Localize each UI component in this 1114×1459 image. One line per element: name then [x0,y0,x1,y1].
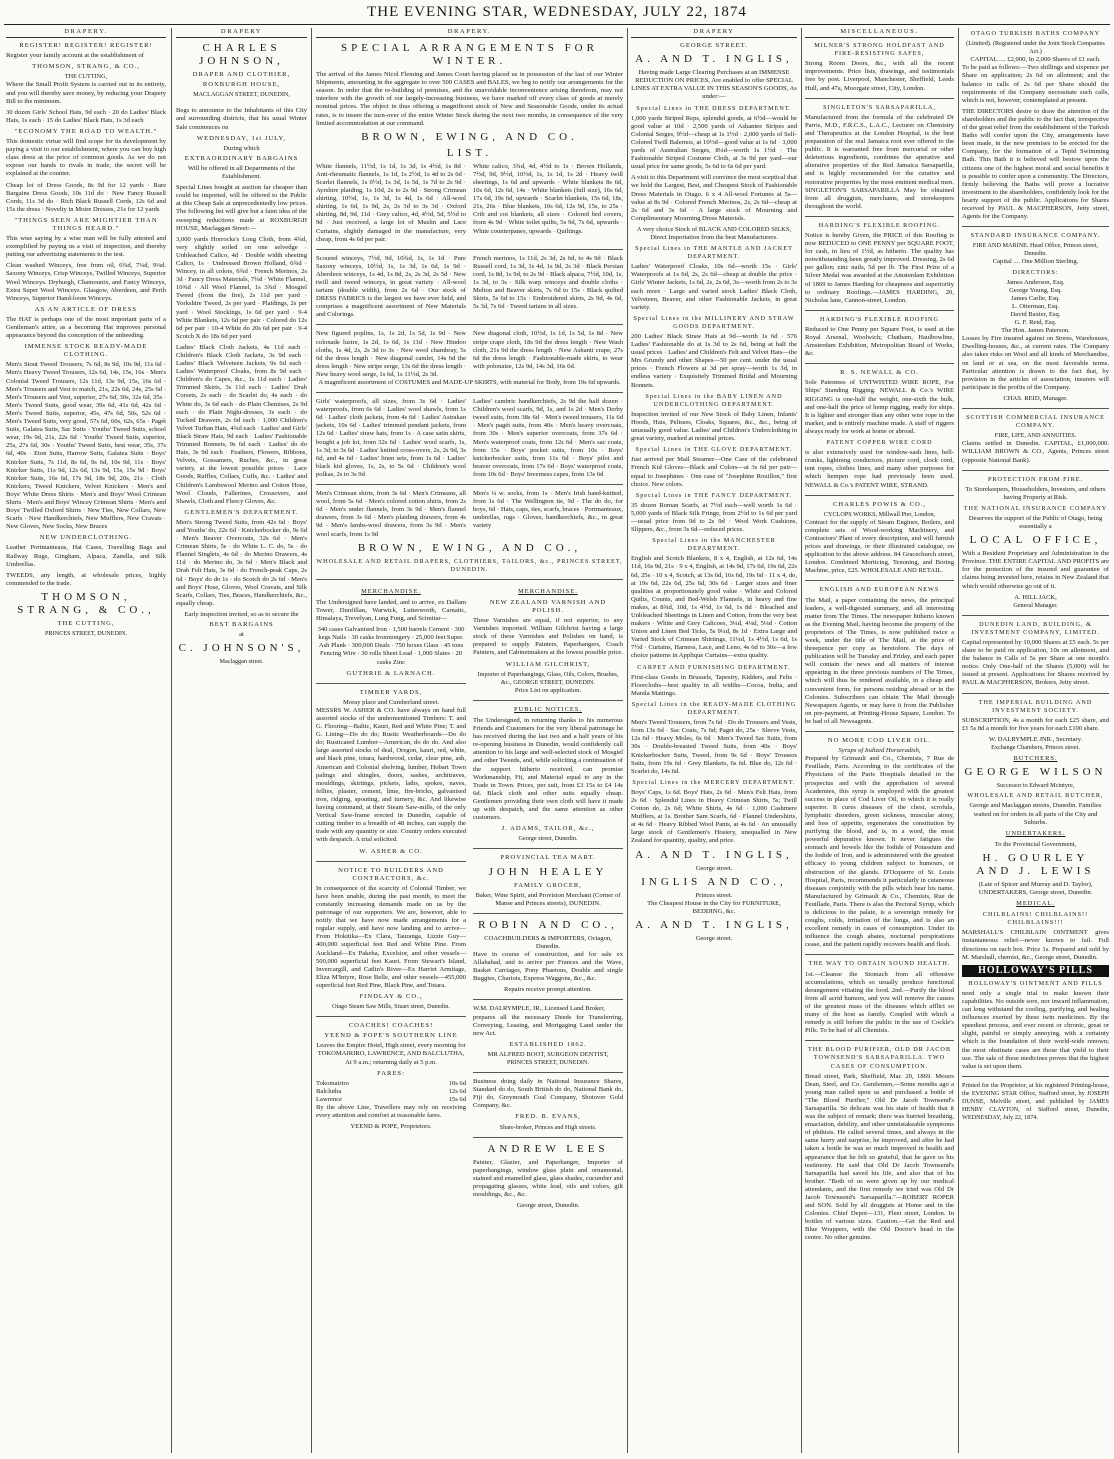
column-heading: MISCELLANEOUS. [805,28,954,38]
column-divider [801,28,802,1453]
advert-title: OTAGO TURKISH BATHS COMPANY [970,30,1101,37]
advert-signature: A. HILL JACK, [1014,593,1057,601]
holloway-pills-banner: HOLLOWAY'S PILLS [962,965,1109,977]
section-heading: MERCHANDISE. [518,587,578,595]
advert-signature: W. ASHER & CO. [359,847,423,855]
director-name: James Anderson, Esq. [1006,278,1065,286]
advert-body: Baker, Wine Spirit, and Provision Merchant (Corner of Manse and Princes streets), DUNEDIN. [475,891,621,907]
advert-body: To Storekeepers, Householders, Investors, and others having Property at Risk. [965,485,1106,501]
advert-list: Men's Strong Tweed Suits, from 42s 6d · Boys' and Youths' do, 22s 6d · Knickerbocker do, 9s 6d · Men's Beaver Overcoats, 32s 6d · Men's Crimean Shirts, 5s · do White L. C. do, 5s · do Flannel Singlets, 4s 6d · do Merino Drawers, 4s 11d · do Merino do, 3s 6d · Men's Black and Drab Felt Hats, 3s 6d · do French-peak Caps, 2s 6d · Boys' do do 1s · do Scotch do 2s 6d · Men's and Boys' Hose, Gloves, Wool Cravats, and Silk Scarfs, Collars, Ties, Braces, Handkerchiefs, &c., equally cheap. [176,518,307,607]
advert-title: MILNER'S STRONG HOLDFAST AND FIRE-RESISTING SAFES, [814,42,945,58]
advert-list: 200 Ladies' Black Straw Hats at 9d—worth 1s 6d · 576 Ladies' Fashionable do at 1s 3d to 2s 6d, being at half the usual prices · Ladies' and Children's Felt and Velvet Hats—the Mrs Grundy and other Shapes—50 per cent. under the usual prices · French Flowers at 3d per spray—worth 1s 3d, in endless variety · Exquisitely Trimmed Bridal and Mourning Bonnets. [631,333,797,389]
advert-body: The Undersigned have landed, and to arrive, ex Dallam Tower, Dunfillan, Warwick, Lutterworth, Carnatic, Himalaya, Trevelyan, Lung Fung, and Scimitar— [316,598,466,623]
column-drapery-1 [6,28,166,1453]
advert-signature: BROWN, EWING, AND CO., [357,541,582,554]
advert-body: The HAT is perhaps one of the most important parts of a Gentleman's attire, as a becoming Hat improves personal appearance beyond the conception of the unheeding. [6,315,166,340]
advert-title: NOTICE TO BUILDERS AND CONTRACTORS, &c. [338,866,444,882]
fare-row [316,1088,466,1096]
dept-title: Special Lines in THE MANTLE AND JACKET DEPARTMENT. [635,245,793,261]
advert-sub: Successor to Edward Mcintyre, [996,782,1075,790]
director-name: G. F. Reid, Esq. [1014,319,1057,327]
advert-title: HARDING'S FLEXIBLE ROOFING [820,315,939,323]
director-name: George Young, Esq. [1009,286,1062,294]
advert-list: Ladies' Black Cloth Jackets, 4s 11d each · Children's Black Cloth Jackets, 3s 9d each · Ladies' Black Velveteen Jackets, 9s 6d each · Ladies' Waterproof Cloaks, from 8s 9d each · Children's do Capes, &c., 1s 11d each · Ladies' Trimmed Skirts, 3s 11d each · Ladies' Drab Corsets, 2s each · do Scarlet do, 4s each · do White do, 3s 6d each · do Plain Chemises, 2s 9d each · do Plain Night-dresses, 3s each · do Tucked Drawers, 2s 6d each · 1,000 Children's Velvet Turban Hats, 4¾d each · Ladies' and Girls' Black Straw Hats, 9d each · Ladies' Fashionable Trimmed Bonnets, 9s 6d each · Ladies' do do Hats, 3s 9d each · Feathers, Flowers, Ribbons, Velvets, Gossamers, Ruches, &c., in great variety, at the lowest possible prices · Lace Goods, Ruffles, Collars, Cuffs, &c. · Ladies' and Children's Lambswool Merino and Cotton Hose, Wool Clouds, Fallerines, Crossovers, and Shawls, Cloth and Fleecy Gloves, &c. [176,343,307,505]
advert-body: A very choice Stock of BLACK AND COLORED SILKS, Direct Importation from the best Manufacturers. [636,225,792,241]
price-list-left: Girls' waterproofs, all sizes, from 3s 6d · Ladies' waterproofs, from 6s 6d · Ladies' wool shawls, from 1s 6d · Ladies' cloth jackets, from 4s 6d · Ladies' Astrakan jackets, 10s 6d · Ladies' trimmed pendant jackets, from 12s 6d · Ladies' straw hats, from 1s · A case satin skirts, bought a job lot, from 32s 6d · Ladies' wool scarfs, 1s, 1s 3d, to 3s 6d · Ladies' knitted cross-overs, 2s, 2s 9d, 3s 6d, and 4s 6d · Ladies' linen sets, from 1s 6d · Ladies' black kid gloves, 1s, 2s, to 5s 6d · Children's wool polkas, 2s to 3s 9d [316,398,466,478]
column-companies [962,28,1109,1453]
directors-title: DIRECTORS: [1012,268,1059,276]
advert-signature: C. JOHNSON'S, [178,642,305,655]
price-list-right: White calico, 3¾d, 4d, 4½d to 1s · Brown Hollands, 7½d, 9d, 9½d, 10½d, 1s, 1s 1d, 1s 2d · Heavy twill sheetings, 1s 6d and upwards · White blankets 8s 6d, 10s 6d, 12s 6d, 14s · White blankets (full size), 16s 6d, 17s 6d, 19s 6d, upwards · Scarlet blankets, 15s 6d, 18s, 21s, 26s · Blue blankets, 10s 6d, 12s 9d, 15s, to 25s · Crib and cot blankets, all sizes · Colored bed covers, from 4s 9d · White toilet quilts, 5s 9d, 7s 6d, upwards · White counterpanes, upwards · Quiltings. [473,162,623,235]
column-divider [171,28,172,1453]
advert-street: PRINCES STREET, DUNEDIN. [506,1059,590,1066]
advert-list: 35 dozen Roman Scarfs, at 7½d each—well worth 1s 6d · 5,000 yards of Black Silk Fringe, from 2½d to 1s 6d per yard—usual price from 9d to 2s 9d · Wool Work Cushions, Slippers, &c., from 3s 6d—reduced prices. [631,501,797,534]
advert-street: George street. [695,864,733,872]
advert-street: George street, Dunedin. [518,835,578,843]
fare-price: 15s 6d [448,1095,466,1103]
advert-body: Manufactured from the formula of the celebrated Dr Parris, M.D., F.R.C.S., L.A.C., Lecturer on Chemistry and Therapeutics at the London Hospital, is the best preparation of the real Jamaica root ever offered to the public. It is warranted free from mercurial or other deleterious ingredients, combines the aperative and alterative properties of the Red Jamaica Sarsaparilla, and is highly recommended for the curative and restorative properties by the most eminent medical men. SINGLETON'S SARSAPARILLA May be obtained from all druggists, merchants, and storekeepers throughout the world. [805,113,954,210]
advert-signature: J. ADAMS, TAILOR, &c., [501,825,595,833]
advert-firm: MR ALFRED BOOT, SURGEON DENTIST, [487,1050,609,1058]
advert-body: Register your family account at the establishment of [6,52,144,60]
advert-body: Leaves the Empire Hotel, High street, every morning for TOKOMAIRIRO, LAWRENCE, AND BALCLUTHA, At 9 a.m.; returning daily at 5 p.m. [316,1042,466,1066]
advert-street: Exchange Chambers, Princes street. [991,744,1080,752]
column-divider [627,28,628,1453]
advert-list: Just arrived per Mail Steamer—One Case of the celebrated French Kid Gloves—Black and Colors—at 3s 6d per pair—equal to Josephines · One case of "Josephine Rouillon," first choice. New colors. [631,456,797,488]
advert-title: STANDARD INSURANCE COMPANY. [970,232,1101,240]
advert-title: W.M. DALRYMPLE, JR., Licensed Land Broker, [473,1005,605,1013]
advert-body: at [239,631,244,639]
advert-body: Notice is hereby Given, the PRICE of this Roofing is now REDUCED to ONE PENNY per SQUARE FOOT, for cash, in lieu of 1½d, as hitherto. The quality has notwithstanding been greatly improved. Dressing, 2s 6d per gallon; zinc nails, 5d per lb. The First Prize of a Silver Medal was awarded at the Amsterdam Exhibition of 1869 to James Harding for cheapness and superiority to ordinary Roofings.—JAMES HARDING, 20, Nicholas lane, Cannon-street, London. [805,231,954,304]
merchandise-column-b [473,585,623,1210]
column-miscellaneous [805,28,954,1453]
price-list-left: Scoured winceys, 7½d, 9d, 10¾d, 1s, 1s 1d · Pure Saxony winceys, 10½d, 1s, 1s 3d, 1s 6d, 1s 9d · Aberdeen winceys, 1s 4d, 1s 8d, 2s, 2s 3d, 2s 5d · New twill and tweed winceys, in great variety · All-wool tartans (double width), from 2s 6d · Our stock of DRESS FABRICS is the largest we have ever held, and comprises a magnificent assortment of New Materials and Colorings. [316,254,466,319]
advert-sub: FIRE AND MARINE. Head Office, Princes street, Dunedin. [972,242,1099,258]
advert-signature: A. AND T. INGLIS, [635,848,793,861]
column-heading: DRAPERY [631,28,797,38]
dept-title: CARPET AND FURNISHING DEPARTMENT. [637,663,791,671]
advert-trade: COACHBUILDERS & IMPORTERS, Octagon, Dunedin. [484,934,612,950]
advert-street: George street, Dunedin. [516,1202,580,1210]
advert-firm: BROWN, EWING, AND CO. [361,130,578,143]
fare-price: 12s 6d [448,1087,466,1095]
advert-capital: Capital .... One Million Sterling. [992,258,1079,266]
advert-list: Men's Tweed Trousers, from 7s 6d · Do do Trousers and Vests, from 13s 6d · Sac Coats, 7s 6d; Paget do, 25s · Sleeve Vests, 12s 6d · Heavy Moles, 6s 6d · Men's Tweed Sac Suits, from 30s · Double-breasted Tweed Suits, from 40s · Boys' Knickerbocker Suits, Tweed, from 9s 6d · Boys' Trousers Suits, from 19s 6d · Grey Blankets, 6s 6d. Blue do, 12s 6d · Scarlet do, 14s 6d. [631,719,797,775]
advert-body: MARSHALL'S CHILBLAIN OINTMENT gives instantaneous relief—never known to fail. Full directions on each box. Price 1s. Prepared and sold by M. Marshall, chemist, &c., George street, Dunedin. [962,929,1109,961]
advert-title: PROVINCIAL TEA MART. [500,854,596,862]
advert-list: 340 cases Galvanised Iron · 1,500 barrels Cement · 300 kegs Nails · 30 casks Ironmongery · 25,000 feet Super. Ash Plank · 300,000 Deals · 750 boxes Glass · 45 tons Fencing Wire · 30 rolls Sheet Lead · 1,000 Slates · 20 casks Zinc [317,626,465,666]
advert-list: 30 dozen Girls' School Hats, 9d each · 20 do Ladies' Black Hats, 1s each · 15 do Ladies' Black Hats, 1s 3d each [6,108,166,124]
advert-title: HARDING'S FLEXIBLE ROOFING. [818,221,941,229]
dept-title: Special Lines in the MANCHESTER DEPARTMENT. [652,537,776,553]
charles-johnson-advert [176,42,307,666]
advert-body: Special Lines bought at auction far cheaper than could be imported, will be offered to the Public at this Cheap Sale at unprecedentedly low prices. The following list will give but a faint idea of the sweeping reductions made at ROXBURGH HOUSE, Maclaggan Street:— [176,184,307,232]
dept-title: Special Lines in THE GLOVE DEPARTMENT. [635,446,793,454]
advert-title: THE WAY TO OBTAIN SOUND HEALTH. [808,960,951,968]
advert-body: Capital represented by 10,000 Shares at £5 each. 5s per share to be paid on application, 10s on allotment, and the balance in Calls of 5s per Share at one month's notice. Only One-half of the Shares (5,000) will be issued at present. Applications for Shares received by PAUL & MACPHERSON, Brokers, Jetty street. [962,639,1109,687]
advert-street: Maclaggan street. [219,658,264,666]
advert-title: ESTABLISHED 1862. [509,1040,587,1048]
fare-row [316,1096,466,1104]
director-name: The Hon. James Paterson. [1001,327,1070,335]
advert-body: (Late of Spicer and Murray and D. Taylor), UNDERTAKERS, George street, Dunedin. [978,880,1093,896]
advert-house: ROXBURGH HOUSE, [202,81,281,89]
advert-firm: H. GOURLEY AND J. LEWIS [976,851,1095,877]
advert-body: Repairs receive prompt attention. [504,986,592,994]
price-list-right: Men's ¼ w. socks, from 1s · Men's Irish hand-knitted, from 1s 6d · The Wellington tie, 9d · The do do, for boys, 6d · Hats, caps, ties, scarfs, braces · Portmanteaux, umbrellas, rugs · Gloves, handkerchiefs, &c., in great variety [473,490,623,530]
advert-body: In consequence of the scarcity of Colonial Timber, we have been unable, during the past month, to meet the constantly increasing demands made on us by the patronage of our supporters. We are, however, able to notify that we have now made arrangements for a regular supply, and have now landing and to arrive— From Hokitika—Ex Clara, Tauranga, Lizzie Guy—400,000 superficial feet Red and White Pine. From Auckland—Ex Pakeha, Excelsior, and other vessels—500,000 superficial feet Kauri. From Stewart's Island, Invercargill, and Catlin's River—Ex Harriet Armitage, Eliza M'Intyre, Rose Belle, and other vessels—455,000 superficial feet Red Pine, Black Pine, and Totara. [316,884,466,989]
advert-title: BEST BARGAINS [209,621,274,628]
director-name: David Baxter, Esq. [1010,311,1061,318]
dept-title: Special Lines in THE DRESS DEPARTMENT. [636,104,792,112]
section-heading: PUBLIC NOTICES. [514,705,582,713]
column-drapery-2 [176,28,307,1453]
advert-street: Share-broker, Princes and High streets. [499,1123,597,1131]
advert-firm: CHARLES JOHNSON, [199,42,284,68]
advert-body: Deserves the support of the Public of Otago, being essentially a [968,514,1103,531]
thomson-strang-advert [6,42,166,638]
fare-place: Balclutha [316,1087,342,1095]
advert-street: George street. [695,934,733,942]
advert-street: Otago Steam Saw Mills, Stuart street, Dunedin. [332,1003,450,1011]
advert-body: Claims settled in Dunedin. CAPITAL, £1,000,000. WILLIAM BROWN & CO., Agents, Princes street (opposite National Bank). [962,440,1109,464]
fares-title: FARES: [377,1069,405,1077]
advert-body: Early inspection invited, so as to secure the [184,610,299,618]
advert-title: PATENT COPPER WIRE CORD [826,439,933,447]
price-list-right: French merinos, 1s 11d, 2s 3d, 2s 6d, to 4s 9d · Black Russell cord, 1s 3d, 1s 4d, 1s 9d, 2s 3d · Black Persian cord, 1s 8d, 1s 9d, to 2s 9d · Black alpaca, 7½d, 10d, 1s, 1s 3d, to 3s · Silk warp winceys and double cloths · Melton and Beaver skirts, 7s 6d to 15s · Black quilted Skirts, 5s 6d to 15s · Embroidered skirts, 2s 9d, 4s 6d, 5s 3d, 7s 6d · Tweed tartans in all sizes. [473,254,623,311]
advert-signature: CHAS. REID, Manager. [1003,394,1068,402]
fare-place: Lawrence [316,1095,342,1103]
advert-title: GENTLEMEN'S DEPARTMENT. [184,508,299,516]
advert-title: SCOTTISH COMMERCIAL INSURANCE COMPANY. [966,414,1105,430]
advert-title: "ECONOMY THE ROAD TO WEALTH." [14,127,158,135]
advert-body: The arrival of the James Nicol Fleming and James Court having placed us in possession of the last of our Winter Shipments, amounting in the aggregate to over 500 CASES and BALES, we beg to notify our arrangements for the season. In order that the re-building of premises, and the unavoidable inconvenience arising therefrom, may not interfere with the growth of our largely-increasing business, we have marked off every class of goods at merely nominal prices. The object in thus offering a magnificent stock of New and Seasonable Goods, under its actual rates, is to insure the turn-over of the entire Winter Stock during the next two months, in consequence of the very limited accommodation at our command. [316,71,623,127]
advert-body: Where the Small Profit System is carried out in its entirety, and you will thereby save money, by reducing your Drapery Bill to the minimum. [6,81,166,105]
advert-body: With a Resident Proprietary and Administration in the Province. THE ENTIRE CAPITAL AND PROFITS are for the protection of the insured and guarantee of claims being invested here, retains in New Zealand that which would otherwise go out of it. [962,550,1109,590]
advert-body: Having made Large Clearing Purchases at an IMMENSE REDUCTION ON PRICES, Are enabled to offer SPECIAL LINES AT EXTRA VALUE IN THIS SEASON'S GOODS, As under:— [631,69,797,101]
inglis-advert [631,42,797,943]
advert-firm: GEORGE WILSON [964,766,1107,779]
advert-body: MESSRS W. ASHER & CO. have always on hand full assorted stocks of the undermentioned Timbers: T. and G. Flooring—Baltic, Kauri, Red and White Pine; T. and G. Lining—Do do do; Rustic Weatherboards—Do do do; Rusticated Lumber—American, do do do. And also large assorted stocks of deal, Oregon, kauri, red, white, and black pine, totara, hardwood, cedar, clear pine, ash, American and Colonial shelving, lumber, Hobart Town palings and shingles, doors, sashes, architraves, mouldings, skirtings, pickets, laths, spokes, naves, fellies, plaster, cement, lime, fire-bricks, galvanised iron, ridging, spouting, and turnery, &c. And likewise having command, at their Steam Saw-mills, of the only Vertical Saw-frame erected in Dunedin, capable of cutting timber to a breadth of 48 inches, can supply the trade with any quantity or size. Country orders executed with despatch. A trial solicited. [316,706,466,844]
price-list-right: Ladies' cambric handkerchiefs, 2s 9d the half dozen · Children's wool scarfs, 9d, 1s, and 1s 2d · Men's Derby tweed suits, from 38s 6d · Men's tweed trousers, 11s 6d · Men's pagét suits, from 40s · Men's heavy overcoats, from 30s · Men's superior overcoats, from 37s 6d · Men's waterproof coats, from 12s 6d · Men's sac coats, from 15s · Boys' pocket suits, from 10s · Boys' knickerbocker suits, from 11s 6d · Boys' pilot and beaver overcoats, from 17s 6d · Boys' waterproof coats, from 10s 6d · Boys' Inverness capes, from 13s 6d [473,398,623,478]
advert-title: NO MORE COD LIVER OIL. [827,737,932,745]
dept-title: Special Lines in the MILLINERY AND STRAW GOODS DEPARTMENT. [633,314,795,330]
advert-body: This domestic virtue will find scope for its development by paying a visit to our establishment, where you can buy high class dress at the price of common goods. As we do not expose our hands to rivals in trade, the secret will be explained at the counter. [6,138,166,178]
advert-body: A magnificent assortment of COSTUMES and MADE-UP SKIRTS, with material for Body, from 19s 6d upwards. [318,379,621,386]
advert-body: Bread street, Park, Sheffield, Mar. 20, 1869. Messrs Dean, Steel, and Co. Gentlemen,—Some months ago a young man called upon us and purchased a bottle of "The Blood Purifier," Old Dr Jacob Townsend's Sarsaparilla. So delicate was his state of health that it was the subject of remark; there was hurried breathing, emaciation, debility, and other unmistakeable symptoms of phthisis. He called several times, and always in the same hurry and surprise, he improved, and after he had taken a bottle he was so much improved in health and appearance that he felt so grateful, that he gave us his testimony. He said that Old Dr Jacob Townsend's Sarsaparilla had saved his life, and also that of his brother. "Both of us were given up by our medical attendants, and the first remedy we tried was Old Dr Jacob Townsend's Sarsaparilla."—ROBERT ROPER and SON. Sold by all druggists at Home and in the Colonies. Chief Depot—131, Fleet street, London. In bottles of various sizes. Caution.—Get the Red and Blue Wrappers, with the Old Doctor's head in the centre. No other genuine. [805,1072,954,1242]
fare-row [316,1080,466,1088]
advert-body: Painter, Glazier, and Paperhanger, Importer of paperhangings, window glass plain and ornamental, stained and enamelled glass, glass shades, cucumber and propagating glasses, white lead, oils and colors, gilt mouldings, &c., &c. [473,1158,623,1199]
advert-title: IMMENSE STOCK READY-MADE CLOTHING. [24,343,148,359]
advert-list: Boys' Caps, 1s 6d. Boys' Hats, 2s 6d · Men's Felt Hats, from 2s 6d · Splendid Lines in Heavy Crimean Shirts, 5s; Twill Cotton do, 2s 6d; White Shirts, 4s 6d · 1,000 Cashmere Mufflers, at 1s. Brother Sam Scarfs, 6d · Flannel Undershirts, at 4s 6d · Heavy Ribbed Wool Pants, at 4s 6d · An unusually large stock of Gentlemen's Hosiery, unequalled in New Zealand for quantity, quality, and price. [631,788,797,845]
advert-list: A visit to this Department will convince the most sceptical that we hold the Largest, Best, and Cheapest Stock of Fashionable Dress Materials in Otago. 6 x 4 All-wool Fortunes at 5s—value at 8s 9d · Colored French Merinos, 2s, 2s 6d—cheap at 2s 6d and 3s 6d · A large stock of Mourning and Complimentary Mourning Dress Materials. [631,174,797,222]
advert-body: Contract for the supply of Steam Engines, Boilers, and complete sets of Wood-working Machinery, and Contractors' Plant of every description, and will furnish prices and drawings, or their illustrated catalogue, on application to the above address. 84 Gracechurch street, London. Combined Morticing, Tenoning, and Boring Machine, price, £25. WHOLESALE AND RETAIL. [805,518,954,575]
advert-signature: A. AND T. INGLIS, [635,918,793,931]
price-list-left: Men's Crimean shirts, from 3s 6d · Men's Crimeans, all wool, from 5s 6d · Men's colored cotton shirts, from 2s 6d · Men's under flannels, from 3s 9d · Men's flannel drawers, from 3s 6d · Men's plaiding drawers, from 4s 9d · Men's lambs-wool drawers, from 3s 9d · Men's wool scarfs, from 1s 9d [316,490,466,538]
printer-imprint: Printed for the Proprietor, at his registered Printing-house, the EVENING STAR Office, Stafford street, by JOSEPH DUNNE, Melville street, and published by JAMES HENRY CLAYTON, of Stafford street, Dunedin, WEDNESDAY, July 22, 1874. [962,1081,1109,1122]
advert-trade: FAMILY GROCER, [514,881,582,889]
section-heading: UNDERTAKERS. [1005,829,1066,837]
merchandise-column-a [316,585,466,1210]
advert-body: By the above Line, Travellers may rely on receiving every attention and comfort at reasonable fares. [316,1104,466,1120]
column-drapery-3 [316,28,623,1453]
advert-body: The Cheapest House in the City for FURNITURE, BEDDING, &c. [647,899,781,915]
price-list-left: New figured poplins, 1s, 1s 2d, 1s 5d, 1s 9d · New colonade lustre, 1s 2d, 1s 6d, 1s 11d · New Hindoo cloths, 1s 4d, 2s, 2s 3d to 3s · New wool chambray, 5s 6d the dress length · New diagonal camlet, 14s 6d the dress length · New stripe serge, 13s 6d the dress length · New heavy wool serge, 1s 6d, 1s 11½d, 2s 3d. [316,330,466,378]
brown-ewing-advert [316,42,623,574]
dept-title: Special Lines in the BABY LINEN AND UNDERCLOTHING DEPARTMENT. [645,392,783,408]
advert-body: TWEEDS, any length, at wholesale prices, highly commended to the trade. [6,571,166,587]
advert-trade: WHOLESALE AND RETAIL BUTCHER, [967,792,1104,800]
advert-firm: THOMSON, STRANG, & CO., [32,63,140,71]
advert-body: THE DIRECTORS desire to draw the attention of the shareholders and the public to the fact that, irrespective of the great relief from the establishment of the Turkish Baths will confer upon the City, arrangements have been made, in the new premises to be erected for the Company, for the formation of a Tepid Swimming Bath. This Bath it is believed will bestow upon the citizens one of the highest moral and social benefits it is possible to confer upon a community. The Directors, firmly believing the Baths will prove a lucrative investment to the shareholders, confidently look for the hearty support of the public. Applications for Shares received by PAUL & MACPHERSON, Jetty street, Agents for the Company. [962,107,1109,221]
advert-body: SUBSCRIPTION, 4s a month for each £25 share, and £1 5s 8d a month for five years for each £100 share. [962,716,1109,732]
advert-title: SINGLETON'S SARSAPARILLA, [823,103,936,111]
advert-title: REGISTER! REGISTER! REGISTER! [19,42,153,50]
advert-signature: FINDLAY & CO., [359,993,423,1000]
advert-list-title: LIST. [446,146,493,159]
advert-list: Cheap lot of Dress Goods, 8s 9d for 12 yards · Rare Bargains Dress Goods, 10s 11d do · New Fancy Russell Cords, 11s 3d do · Rich Black Russell Cords, 12s 6d and 15s the dress · Novelty in Moire Dresses, 21s for 12 yards [6,181,166,213]
advert-title: AS AN ARTICLE OF DRESS [34,305,138,313]
advert-place: THE CUTTING, [57,619,115,627]
advert-signature: YEEND & POPE, Proprietors. [350,1123,432,1131]
advert-list: Clean washed Winceys, free from oil, 6¾d, 7¼d, 9¼d. Saxony Winceys, Crisp Winceys, Twilled Winceys, Superior Wool Winceys. Dryburgh, Chamounix, and Fancy Winceys, Extra Super Wool Winceys. Glasgow, Aberdeen, and Perth Winceys, Superior Hand-loom Winceys. [6,262,166,302]
advert-signature: GUTHRIE & LARNACH. [346,669,436,677]
advert-body: To the Provincial Government, [994,840,1077,848]
advert-body: 1st.—Cleanse the Stomach from all offensive accumulations, which so usually produce functional derangement vitiating the food. 2nd.—Purify the blood from all acrid humors, and you will remove the causes of the greatest mass of the diseases which afflict so many of the host as family. Coupled with which a remedy is still before the public in the use of Cockle's Pills. To be had of all Chemists. [805,970,954,1035]
price-list-left: White flannels, 11½d, 1s 1d, 1s 3d, 1s 4½d, 1s 8d · Anti-rheumatic flannels, 1s 1d, 1s 2½d, 1s 4d to 2s 6d · Scarlet flannels, 1s 0½d, 1s 3d, 1s 5d, 1s 7d to 2s 9d · Ayrshire plaiding, 1s 10d, 2s to 2s 9d · Strong Crimean shirting, 10½d, 1s, 1s 3d, 1s 4d, 1s 6d · All-wool shirting, 1s 6d, 1s 9d, 2s, 2s 3d to 3s 3d · Oxford shirting, 8d, 9d, 11d · Grey calico, 4d, 4½d, 5d, 5½d to 9d · Just received, a large lot of Muslin and Lace Curtains, slightly damaged in the manufacture, very cheap, from 4s 6d per pair. [316,162,466,243]
advert-body: Will be offered in all Departments of the Establishment. [187,164,296,181]
advert-body: Sole Patentees of UNTWISTED WIRE ROPE, For Ships' Standing Rigging. NEWALL & Co.'s WIRE RIGGING is one-half the weight, one-sixth the bulk, and one-half the price of hemp rigging, ready for ships. It is lighter and stronger than any other wire rope in the market, and is entirely machine made. A staff of riggers always ready for work at home or abroad. [805,379,954,435]
column-drapery-4 [631,28,797,1453]
advert-body: This wise saying by a wise man will be fully attested and exemplified by paying us a visit of inspection, and thereby putting our advertising statements to the test. [6,235,166,259]
sale-date: WEDNESDAY, 1st JULY, [196,134,287,142]
advert-title: "THINGS SEEN ARE MIGHTIER THAN THINGS HEARD." [14,216,158,232]
advert-body: Price List on application. [514,686,582,694]
advert-body: Business doing daily in National Insurance Shares, Standard do do, South British do do, National Bank do, Fiji do, Greymouth Coal Company, Shotover Gold Company, &c. [473,1078,623,1110]
masthead-rule [4,24,1110,25]
advert-title: EXTRAORDINARY BARGAINS [184,154,299,162]
advert-street: MACLAGGAN STREET, DUNEDIN, [193,91,290,99]
dept-title: Special Lines in the MERCERY DEPARTMENT. [632,778,796,786]
column-heading: DRAPERY. [316,28,623,38]
advert-list: Men's Stout Tweed Trousers, 7s 6d, 8s 9d, 10s 9d, 11s 6d · Men's Heavy Tweed Trousers, 12s 6d, 14s, 15s, 16s · Men's Colonial Tweed Trousers, 12s 11d, 13s 9d, 15s, 16s 6d · Men's Trousers and Vest to match, 21s, 22s 6d, 24s, 25s 6d · Men's Trousers and Vest, superior, 27s 6d, 30s, 32s 6d, 35s · Men's Tweed Suits, good wear, 39s 6d, 41s 6d, 42s 6d · Men's Tweed Suits, superior, 45s, 47s 6d, 50s, 52s 6d · Men's Tweed Suits, very good, 57s 6d, 60s, 62s, 65s · Pagét Suits, Galatea Suits, Sac Suits · Youths' Tweed Suits, school wear, 19s 9d, 21s, 22s 6d · Youths' Tweed Suits, superior, 25s, 27s 6d, 30s · Youths' Tweed Suits, best wear, 35s, 37s 6d, 40s · Eton Suits, Harrow Suits, Galatea Suits · Boys' Knicker Suits, 7s 11d, 8s 6d, 9s 6d, 10s 9d, 11s · Boys' Knicker Suits, 11s 9d, 12s 6d, 13s 9d, 15s, 15s 9d · Boys' Knicker Suits, 16s 6d, 17s 9d, 18s 9d, 20s, 21s · Cloth Knickers, Tweed Knickers, Velvet Knickers · Men's and Boys' White Dress Shirts · Men's and Boys' Wool Crimean Shirts · Men's and Boys' Wincey Crimean Shirts · Men's and Boys' Twilled Oxford Shirts · New Ties, New Collars, New Scarfs · New Handkerchiefs, New Mufflers, New Cravats · New Gloves, New Socks, New Braces [6,361,166,531]
advert-body: Leather Portmanteaus, Hat Cases, Travelling Bags and Railway Rugs, Gingham, Alpaca, Zanella, and Silk Umbrellas. [6,544,166,568]
advert-signature: INGLIS AND CO., [641,875,787,888]
advert-title: THE IMPERIAL BUILDING AND INVESTMENT SOCIETY. [978,698,1093,714]
masthead: THE EVENING STAR, WEDNESDAY, JULY 22, 1874 [367,4,747,20]
advert-body: During which [223,144,260,152]
advert-signature: THOMSON, STRANG, & CO., [17,590,155,616]
advert-list: 3,000 yards Horrocks's Long Cloth, from 4¾d, very slightly soiled on one selvedge · Unbleached Calico, 4d · Double width sheeting Calico, 1s · Undressed Brown Holland, 6¾d · Wincey, in all colors, 6¾d · French Merinos, 2s 3d · Fancy Dress Materials, 7¾d · White Flannel, 10¾d · All Wool Flannel, 1s 3¾d · Mosgiel Tweed (from the fire), 2s 11d per yard · Yorkshire Tweed, 2s per yard · Plaidings, 2s per yard · Wool Stockings, 1s 6d per yard · 9-4 White Blankets, 12s 6d per pair · Colored do 12s 6d per pair · 10-4 White do 20s 6d per pair · 9-4 Scotch X do 18s 6d per yard [176,235,307,340]
advert-firm: YEEND & POPE'S SOUTHERN LINE [324,1032,458,1040]
advert-title: COACHES! COACHES! [348,1022,434,1030]
advert-body: The Mail, a paper containing the news, the principal leaders, a well-digested summary, and all interesting matter from The Times. The newspaper hitherto known as the Evening Mail, having become the property of the proprietors of The Times, is now published twice a week, under the title of The Mail, at the price of threepence per copy as heretofore. The days of publication will be Tuesday and Friday, and each paper will contain the news and all matters of interest appearing in the three previous numbers of The Times, which will thus be rendered available, in a cheap and convenient form, for persons residing abroad or in the Colonies. Subscribers can obtain The Mail through Newspapers Agents, or may have it from the Publisher on pre-payment, at Printing-House Square, London. To be had of all Newsagents. [805,596,954,725]
advert-sub: Syrups of Iodized Horseradish, [838,747,921,755]
advert-body: These Varnishes are equal, if not superior, to any Varnishes imported. William Gilchrist having a large stock of these Varnishes and Polishes on hand, is prepared to supply Painters, Paperhangers, Coach Painters, and Cabinetmakers at the lowest possible price. [473,617,623,657]
director-name: L. Otterman, Esq. [1011,302,1060,310]
advert-body: Losses by Fire insured against on Stores, Warehouses, Dwelling-houses, &c., at current rates. The Company also takes risks on Wool and all kinds of Merchandise, on land or at sea, on the most favorable terms. Particular attention is drawn to the fact that, by provision in the articles of association, insurers will participate in the profits of the Company. [962,335,1109,391]
advert-title: THE BLOOD PURIFIER, OLD DR JACOB TOWNSEND'S SARSAPARILLA. TWO CASES OF CONSUMPTION. [807,1046,952,1070]
director-name: James Carlie, Esq. [1011,294,1060,302]
advert-list: First-class Goods in Brussels, Tapestry, Kidders, and Felts · Floorcloths—best quality in all widths—Cocoa, India, and Manila Mattings. [631,673,797,697]
advert-title: TIMBER YARDS, [359,688,423,696]
advert-title: R. S. NEWALL & CO. [840,369,919,377]
advert-firm: ANDREW LEES [487,1142,609,1155]
advert-title: PROTECTION FROM FIRE. [987,475,1084,483]
advert-body: Begs to announce to the Inhabitants of this City and surrounding districts, that his usual Winter Sale commences on [176,107,307,131]
section-heading: MERCHANDISE. [361,587,421,595]
advert-sub: FIRE, LIFE, AND ANNUITIES. [994,432,1077,440]
advert-title: LOCAL OFFICE, [969,534,1102,547]
advert-signature: FRED. B. EVANS, [515,1113,581,1121]
column-divider [311,28,312,1453]
advert-sub: General Manager. [1013,601,1058,609]
advert-firm: ROBIN AND CO., [478,918,618,931]
advert-body: is also extensively used for window-sash lines, bell-cranks, lightning conductors, picture cord, clock cord, tent ropes, clothes lines, and many other purposes for which hempen rope had previously been used. NEWALL & Co.'s PATENT WIRE, STRAND. [805,449,954,489]
fare-place: Tokomairiro [316,1079,349,1087]
advert-list: English and Scotch Blankets, 8 x 4, English, at 12s 6d, 14s 11d, 16s 9d, 21s · 9 x 4, English, at 14s 9d, 17s 6d, 19s 6d, 22s 6d, 25s · 10 x 4, Scotch, at 13s 6d, 16s 6d, 19s 6d · 11 x 4, do, at 19s 6d, 22s 6d, 25s 6d, 30s 6d · Larger sizes and finer qualities at proportionately good value · White and Colored Quilts, Counts, and Bed-Welsh Flannels, in heavy and fine makes, at 8¾d, 10d, 1s 4½d, 1s 6d, 1s 8d · Bleached and Unbleached Sheetings in Linen and Cotton, from the very best makers · White and Grey Calicoes, 3¼d, 4¼d, 5¼d · Cotton Union and Linen Bed Ticks, 5s 9¼d, 8s 1d · Extra Large and Varied Stock of Crimean Shirtings, 11¼d, 1s 4½d, 1s 6d, 1s 7½d · Curtains, Harness, Lace, and Leno, 4s 6d to 30s—a few choice patterns in Applique Curtains—extra quality. [631,555,797,660]
advert-title: ENGLISH AND EUROPEAN NEWS [819,586,940,594]
price-list-right: New diagonal cloth, 10½d, 1s 1d, 1s 5d, 1s 8d · New stripe crape cloth, 18s 9d the dress length · New Wash cloth, 21s 9d the dress length · New Ashanti crape, 27s 6d the dress length · Fashionable-made skirts, to wear with polonaise, 12s 9d, 14s 3d, 16s 6d. [473,330,623,370]
advert-street: GEORGE STREET. [680,42,748,50]
advert-trade: WHOLESALE AND RETAIL DRAPERS, CLOTHIERS, TAILORS, &c., PRINCES STREET, DUNEDIN. [316,557,623,573]
advert-body: Prepared by Grimault and Co., Chemists, 7 Rue de Feuillade, Paris. According to the certificates of the Physicians of the Paris Hospitals detailed in the prospectus and with the approbation of several Academies, this syrup is employed with the greatest success in place of Cod Liver Oil, to which it is really superior. It cures diseases of the chest, scrofula, lymphatic disorders, green sickness, muscular atony, and loss of appetite, regenerates the constitution by purifying the blood, and is, in a word, the most powerful depurative known. It never fatigues the stomach and bowels like the Iodide of Potassium and the Iodide of Iron, and is administered with the greatest efficacy to young children subject to humours, or obstruction of the glands. D'Ocquerre of St. Louis Hospital, Paris, recommends it particularly in cutaneous diseases conjointly with the pills which bear his name. Manufactured by Grimault & Co., Chemists, Rue de Feuillade, Paris. There is also the Pectoral Syrup, which is delicious to the palate, is a sovereign remedy for coughs, colds, irritation of the lungs, and is also an excellent remedy in cases of consumption. Under its influence the cough abates, nocturnal perspirations cease, and the patient rapidly recovers health and flesh. [805,755,954,949]
advert-title: CHILBLAINS! CHILBLAINS!! CHILBLAINS!!! [982,911,1089,927]
advert-street: Princes street. [695,891,733,899]
advert-title: NEW ZEALAND VARNISH AND POLISH. [489,598,607,614]
advert-body: Reduced to One Penny per Square Foot, is used at the Royal Arsenal, Woolwich; Chatham, Haulbowline, Amsterdam Exhibition, Metropolitan Board of Works, &c. [805,325,954,358]
column-heading: DRAPERY [176,28,307,38]
dept-title: Special Lines in THE FANCY DEPARTMENT. [635,491,793,499]
advert-title: CHARLES POWIS & CO., [832,500,927,508]
advert-body: prepares all the necessary Deeds for Transferring, Conveying, Leasing, and Mortgaging Land under the new Act. [473,1013,623,1037]
advert-list: Inspection invited of our New Stock of Baby Linen, Infants' Hoods, Hats, Pelisses, Cloaks, Squares, &c., &c., being of unusually good value. Ladies' and Children's Underclothing in great variety, marked at nominal prices. [631,410,797,443]
advert-body: George and Maclaggan streets, Dunedin. Families waited on for orders in all parts of the City and Suburbs. [969,802,1102,826]
section-heading: BUTCHERS. [1013,755,1058,763]
advert-list: 1,000 yards Striped Reps, splendid goods, at 6½d—would be good value at 10d · 2,500 yards of Ashantee Stripes and Colonial Serges, 9½d—cheap at 1s 1½d · 2,000 yards of Self-Colored Twill Balernos, at 10½d—good value at 1s 6d · 3,000 yards of Australian Serges, 8¼d—worth 1s 1½d · The Fashionable Striped Costume Cloth, at 3s 9d per yard—our usual price for same goods, 5s 6d to 6s 6d per yard. [631,114,797,171]
advert-signature: W. DALRYMPLE JNR., Secretary. [988,735,1083,743]
advert-title: DUNEDIN LAND, BUILDING, & INVESTMENT COMPANY, LIMITED. [971,620,1100,636]
advert-sub: Moray place and Cumberland street. [342,698,440,706]
dept-title: Special Lines in the READY-MADE CLOTHING DEPARTMENT. [631,700,797,717]
section-heading: MEDICAL. [1016,900,1055,908]
advert-body: The Undersigned, in returning thanks to his numerous Friends and Customers for the very liberal patronage he has received during the last two and a half years of his re-opening business in Dunedin, would confidently call attention to his large and well-selected stock of Mosgiel and other Tweeds, and, while soliciting a continuation of the support hitherto received, can promise Workmanship, Fit, and Material equal to any in the Trade in Town. Prices, per suit, from £3 15s to £4 14s 6d. Black cloth and other suits equally cheap. Gentlemen providing their own cloth will have it made up with despatch, and the same attention as other customers. [473,717,623,822]
advert-street: Importer of Paperhangings, Glass, Oils, Colors, Brushes, &c., GEORGE STREET, DUNEDIN. [477,670,619,686]
advert-capital: CAPITAL .... £2,000, In 2,000 Shares of £1 each. [970,56,1101,64]
advert-title: HOLLOWAY'S OINTMENT AND PILLS [968,979,1103,987]
advert-body: Strong Room Doors, &c., with all the recent improvements. Price lists, drawings, and testimonials free by post. Liverpool, Manchester, Sheffield, Leeds Hull, and 47a, Moorgate street, City, London. [805,60,954,92]
advert-sub: CYCLOPS WORKS, Millwall Pier, London, [823,510,936,518]
column-divider [958,28,959,1453]
advert-firm: JOHN HEALEY [488,865,608,878]
advert-trade: DRAPER AND CLOTHIER, [192,71,291,79]
advert-list: Ladies' Waterproof Cloaks, 10s 6d—worth 15s · Girls' Waterproofs at 1s 6d, 2s, 2s 6d—cheap at double the price · Girls' Winter Jackets, 1s 6d, 2s, 2s 6d, 3s—worth from 2s to 3s each more · Large and varied stock Ladies' Black Cloth, Velveteen, Beaver, and other Fashionable Jackets, in great variety. [631,263,797,311]
column-heading: DRAPERY. [6,28,166,38]
advert-body: Have in course of construction, and for sale ex Allahabad, and to arrive per Frances and the Wave, Basket Carriages, Pony Phaetons, Double and single Buggies, Chariots, Express Waggons, &c., &c. [473,950,623,983]
advert-title: NEW UNDERCLOTHING. [39,534,133,542]
advert-title: SPECIAL ARRANGEMENTS FOR WINTER. [341,42,598,68]
advert-signature: WILLIAM GILCHRIST, [505,660,591,668]
advert-sub: (Limited). (Registered under the Joint Stock Companies Act.) [966,40,1105,56]
advert-place: THE CUTTING, [64,73,108,81]
advert-body: need only a single trial to make known their capabilities. No outside sore, nor inward inflammation, can long withstand the cooling, purifying, and healing influences exerted by these twin medicines. By the speediest process, and ever recent or chronic, great or slight, painful or simply annoying, with a certainty which is the foundation of their world-wide renown; the most obstinate cases are those that yield to their use. The sale of these medicines proves that the highest value is set upon them. [962,989,1109,1070]
advert-firm: A. AND T. INGLIS, [635,53,793,66]
advert-body: To be paid as follows:—Two shillings and sixpence per Share on application; 2s 6d on allotment; and the balance in calls of 2s 6d per Share should the requirements of the Company necessitate such calls, which is not, however, contemplated at present. [962,64,1109,104]
advert-title: THE NATIONAL INSURANCE COMPANY [963,504,1108,512]
advert-street: PRINCES STREET, DUNEDIN. [44,630,128,637]
fare-price: 10s 6d [448,1079,466,1087]
